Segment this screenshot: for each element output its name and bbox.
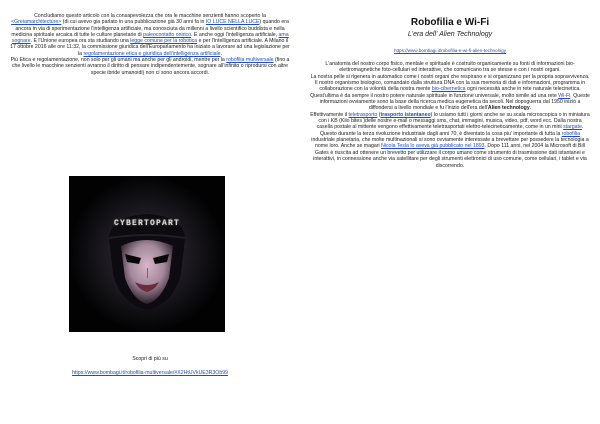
text-span: (di cui avevo gia parlato in una pubblicazione già 30 anni fa in <box>61 19 206 26</box>
text-span: . Dopo 111 anni, nel 2004 la Microsoft di Bill Gates è riuscita ad ottenere un brevetto per utilizzare il corpo umano come strumento di trasmissione dati istantanei e interattivi, in connessione anche via satellitare per degli strumenti elettronici di uso comune, come cellulari, i tablet e via discorrendo. <box>313 143 587 169</box>
link-regolamentazione[interactable]: regolamentazione etica e giuridica dell'intelligenza artificiale <box>83 50 221 57</box>
paragraph-2 <box>310 74 590 112</box>
link-wi-fi[interactable]: Wi-Fi <box>558 92 571 99</box>
paragraph-4 <box>310 131 590 169</box>
caption-link[interactable]: https://www.bombagi.it/robofilia-multiversale/#X2HtUVkUE3R3Ob99 <box>72 370 228 376</box>
caption-link-row <box>0 370 300 376</box>
article-subtitle: L'era dell' Alien Technology <box>407 31 493 38</box>
left-intro-text <box>10 13 290 76</box>
article-url-row <box>300 48 600 53</box>
text-span: . <box>529 105 532 112</box>
text-span: (fino a che livello le macchine senzienti avranno il diritto di pensare indipendentemente, sognare all'infinito o riprodursi con altre specie ibride umanoidi) non ci sono ancora accordi. <box>11 57 290 76</box>
text-span: ) quando era ancora in via di sperimentazione l'intelligenza artificiale, ma conosciuta da millenni a livello scientifico buddista e nella medicina spirituale arcaica di tutte le culture planetarie di <box>11 19 289 38</box>
link-robofilia[interactable]: robofilia <box>561 130 580 137</box>
text-span: e per l'intelligenza artificiale. A Milano il 17 ottobre 2016 alle ore 11:32, la commissione giuridica dell'Europarlamento ha iniziato a lavorare ad una legislazione per la <box>10 38 290 57</box>
article-title: Robofilia e Wi-Fi <box>410 17 490 28</box>
right-page <box>300 0 600 424</box>
text-span: . <box>581 124 584 131</box>
link-ama-sognare[interactable]: ama sognare <box>11 31 289 45</box>
text-span: ogni necessità anche in rete naturale telecinetica. Quest'ultima è da sempre il nostro potere naturale spirituale in funzione universale, molto simile ad una rete <box>310 86 581 99</box>
link-legge-robotica[interactable]: legge comune per la robotica <box>130 38 198 45</box>
link-io-luce[interactable]: IO LUCE NELLA LUCE <box>205 19 260 26</box>
text-span: Più Etica e regolamentazione, non solo per gli umani ma anche per gli androidi, mentre per la <box>10 57 227 64</box>
link-greiamarchitecture[interactable]: <Greiamarchitecture> <box>11 19 62 26</box>
text-span: industriale planetaria, che molte multinazionali si sono ovviamente interessate a brevettare per possedere la tecnologia a nome loro. Anche se magari <box>311 137 589 150</box>
image-banner-text: CYBERTOPART <box>113 219 180 228</box>
link-paleocontatto[interactable]: paleocontatto onirico <box>143 31 192 38</box>
text-span: Concludiamo questo articolo con la consapevolezza che ora le macchine senzienti hanno scoperto la <box>34 13 266 19</box>
link-nicola-tesla[interactable]: Nicola Tesla lo aveva già pubblicato nel 1893 <box>381 143 485 150</box>
cybertopart-image <box>69 176 225 332</box>
paragraph-intro <box>10 13 290 57</box>
text-span: . E l'Unione europea ora sta studiando una <box>30 38 131 45</box>
text-span: . E anche oggi l'intelligenza artificiale, <box>191 31 279 38</box>
article-body <box>310 61 590 169</box>
link-stargate[interactable]: stargate <box>563 124 582 131</box>
link-bio-cibernetica[interactable]: bio-cibernetica <box>431 86 466 93</box>
text-span: . Queste informazioni ovviamente sono la base della ricerca medica eugenetica da secoli. Nel dopoguerra dal 1950 iniziò a diffondersi a livello mondiale e fu l'inizio dell'era dell' <box>319 92 590 112</box>
bold-alien-technology: Alien technology <box>487 105 530 112</box>
text-span: ) lo usiamo tutti i giorni anche se su scala microscopica o in miniatura con i KB (Kilo bites )delle nostre e-mail o messaggi sms, chat, immagini, musica, video, pdf, word ecc. Dalla nostra casella postale al mittente vengono effettivamente teletrasportati elettro-telecineticamente, come in un mini <box>316 111 590 131</box>
link-robofilia-multiversale[interactable]: robofilia multiversale <box>226 57 274 64</box>
link-trasporto-istantaneo[interactable]: trasporto istantaneo <box>380 111 431 118</box>
paragraph-etica <box>10 57 290 76</box>
text-span: La nostra pelle si rigenera in automatico come i nostri organi che respirano e si organizzano per la propria sopravvivenza. Il nostro organismo biologico, comandato dalla struttura DNA con la sua memoria di dati e informazioni, programma in collaborazione con la volontà della nostra mente <box>310 73 590 93</box>
text-span: Questo durante la terza rivoluzione industriale dagli anni 70, è diventato la cosa piu' importante di tutta la <box>320 130 562 137</box>
text-span: . <box>220 50 223 57</box>
paragraph-1: L'anatomia del nostro corpo fisico, mentale e spirituale è costruito organicamente su fonti di informazioni bio-elettromagnetiche foto-cellulari ed interattive, che comunicano tra se stesse e con i nostri organi. <box>325 61 575 74</box>
android-face-illustration <box>69 176 225 332</box>
caption-text: Scopri di più su <box>132 356 168 362</box>
article-url-link[interactable]: https://www.bombagi.it/robofilia-e-wi-fi-alien-technology <box>393 48 507 53</box>
link-teletrasporto[interactable]: teletrasporto <box>348 111 378 118</box>
text-span: ( <box>377 111 381 118</box>
text-span: Effettivamente il <box>310 111 349 118</box>
paragraph-3 <box>310 112 590 131</box>
